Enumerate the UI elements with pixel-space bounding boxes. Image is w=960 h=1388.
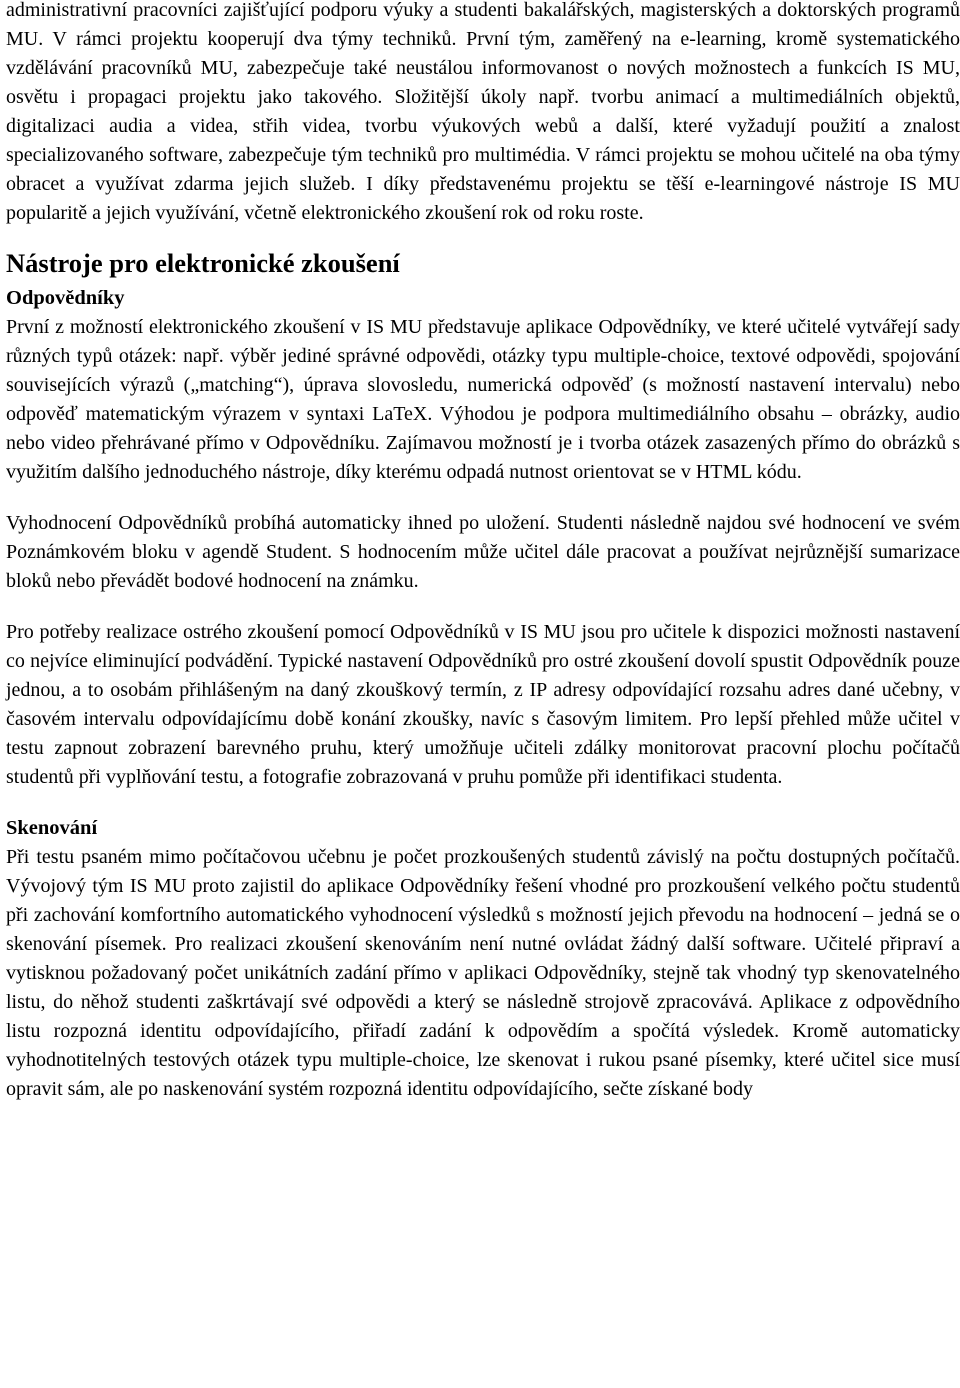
odpovedniky-paragraph-1: První z možností elektronického zkoušení v IS MU představuje aplikace Odpovědníky, ve které učitelé vytvářejí sady různých typů otázek: např. výběr jediné správné odpovědi, otázky typu multiple-choice, textové odpovědi, spojování souvisejících výrazů („matching“), úprava slovosledu, numerická odpověď (s možností nastavení intervalu) nebo odpověď matematickým výrazem v syntaxi LaTeX. Výhodou je podpora multimediálního obsahu – obrázky, audio nebo video přehrávané přímo v Odpovědníku. Zajímavou možností je i tvorba otázek zasazených přímo do obrázků s využitím dalšího jednoduchého nástroje, díky kterému odpadá nutnost orientovat se v HTML kódu. xyxy=(6,316,960,483)
section-heading: Nástroje pro elektronické zkoušení xyxy=(6,248,400,278)
subheading-skenovani: Skenování xyxy=(6,817,98,839)
skenovani-paragraph-1: Při testu psaném mimo počítačovou učebnu je počet prozkoušených studentů závislý na počtu dostupných počítačů. Vývojový tým IS MU proto zajistil do aplikace Odpovědníky řešení vhodné pro prozkoušení velkého počtu studentů při zachování komfortního automatického vyhodnocení výsledků s možností jejich převodu na hodnocení – jedná se o skenování písemek. Pro realizaci zkoušení skenováním není nutné ovládat žádný další software. Učitelé připraví a vytisknou požadovaný počet unikátních zadání přímo v aplikaci Odpovědníky, stejně tak vhodný typ skenovatelného listu, do něhož studenti zaškrtávají své odpovědi a který se následně strojově zpracovává. Aplikace z odpovědního listu rozpozná identitu odpovídajícího, přiřadí zadání k odpovědím a spočítá výsledek. Kromě automaticky vyhodnotitelných testových otázek typu multiple-choice, lze skenovat i rukou psané písemky, které učitel sice musí opravit sám, ale po naskenování systém rozpozná identitu odpovídajícího, sečte získané body xyxy=(6,846,960,1100)
intro-paragraph: administrativní pracovníci zajišťující podporu výuky a studenti bakalářských, magisterských a doktorských programů MU. V rámci projektu kooperují dva týmy techniků. První tým, zaměřený na e-learning, kromě systematického vzdělávání pracovníků MU, zabezpečuje také neustálou informovanost o nových možnostech a funkcích IS MU, osvětu i propagaci projektu jako takového. Složitější úkoly např. tvorbu animací a multimediálních objektů, digitalizaci audia a videa, střih videa, tvorbu výukových webů a další, které vyžadují použití a znalost specializovaného software, zabezpečuje tým techniků pro multimédia. V rámci projektu se mohou učitelé na oba týmy obracet a využívat zdarma jejich služeb. I díky představenému projektu se těší e-learningové nástroje IS MU popularitě a jejich využívání, včetně elektronického zkoušení rok od roku roste. xyxy=(6,0,960,224)
odpovedniky-paragraph-3: Pro potřeby realizace ostrého zkoušení pomocí Odpovědníků v IS MU jsou pro učitele k dispozici možnosti nastavení co nejvíce eliminující podvádění. Typické nastavení Odpovědníků pro ostré zkoušení dovolí spustit Odpovědník pouze jednou, a to osobám přihlášeným na daný zkouškový termín, z IP adresy odpovídající rozsahu adres dané učebny, v časovém intervalu odpovídajícímu době konání zkoušky, navíc s časovým limitem. Pro lepší přehled může učitel v testu zapnout zobrazení barevného pruhu, který umožňuje učiteli zdálky monitorovat pracovní plochu počítačů studentů při vyplňování testu, a fotografie zobrazovaná v pruhu pomůže při identifikaci studenta. xyxy=(6,621,960,788)
subheading-odpovedniky: Odpovědníky xyxy=(6,287,125,309)
odpovedniky-paragraph-2: Vyhodnocení Odpovědníků probíhá automaticky ihned po uložení. Studenti následně najdou své hodnocení ve svém Poznámkovém bloku v agendě Student. S hodnocením může učitel dále pracovat a používat nejrůznější sumarizace bloků nebo převádět bodové hodnocení na známku. xyxy=(6,512,960,592)
